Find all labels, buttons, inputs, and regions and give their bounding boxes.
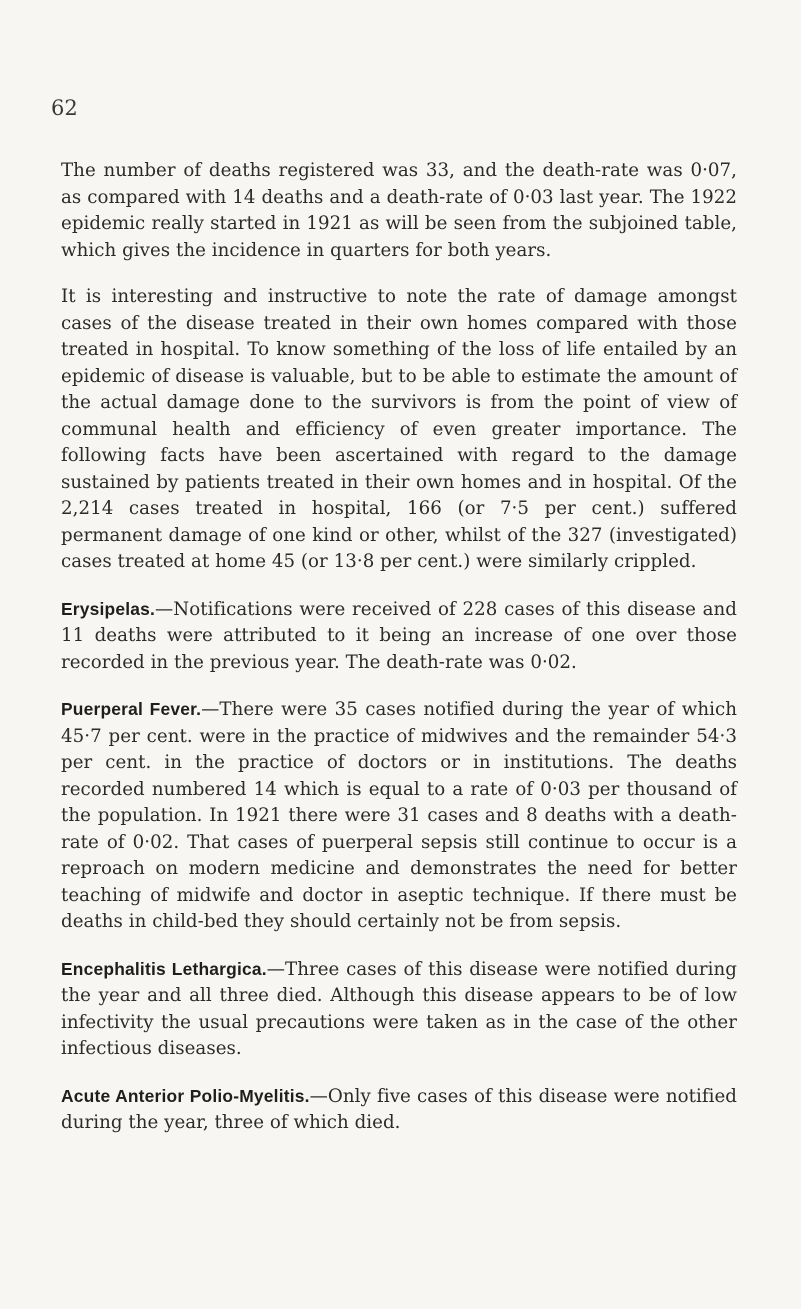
paragraph-text: —There were 35 cases notified during the year of which 45·7 per cent. were in the practice of midwives and the remainder 54·3 per cent. in the practice of doctors or in institutions. The deaths recorded numbered 14 which is equal to a rate of 0·03 per thousand of the population. In 1921 there were 31 cases and 8 deaths with a death-rate of 0·02. That cases of puerperal sepsis still continue to occur is a reproach on modern medicine and demonstrates the need for better teaching of midwife and doctor in aseptic technique. If there must be deaths in child-bed they should certainly not be from sepsis. bbox=[61, 699, 737, 932]
paragraph-puerperal-fever bbox=[61, 696, 737, 936]
paragraph-text: —Three cases of this disease were notified during the year and all three died. Although this disease appears to be of low infectivity the usual precautions were taken as in the case of the other infectious diseases. bbox=[61, 958, 737, 1059]
paragraph-damage-rate bbox=[61, 284, 737, 576]
paragraph-text: It is interesting and instructive to note the rate of damage amongst cases of the disease treated in their own homes compared with those treated in hospital. To know something of the loss of life entailed by an epidemic of disease is valuable, but to be able to estimate the amount of the actual damage done to the survivors is from the point of view of communal health and efficiency of even greater importance. The following facts have been ascertained with regard to the damage sustained by patients treated in their own homes and in hospital. Of the 2,214 cases treated in hospital, 166 (or 7·5 per cent.) suffered permanent damage of one kind or other, whilst of the 327 (investigated) cases treated at home 45 (or 13·8 per cent.) were similarly crippled. bbox=[61, 286, 737, 572]
page-number: 62 bbox=[51, 96, 78, 120]
paragraph-encephalitis bbox=[61, 956, 737, 1063]
section-heading-encephalitis: Encephalitis Lethargica. bbox=[61, 958, 267, 979]
paragraph-erysipelas bbox=[61, 596, 737, 677]
body-text bbox=[61, 158, 737, 1157]
section-heading-erysipelas: Erysipelas. bbox=[61, 598, 156, 619]
paragraph-text: The number of deaths registered was 33, and the death-rate was 0·07, as compared with 14 deaths and a death-rate of 0·03 last year. The 1922 epidemic really started in 1921 as will be seen from the subjoined table, which gives the incidence in quarters for both years. bbox=[61, 160, 737, 261]
paragraph-text: —Notifications were received of 228 cases of this disease and 11 deaths were attributed to it being an increase of one over those recorded in the previous year. The death-rate was 0·02. bbox=[61, 598, 737, 673]
paragraph-measles-deaths bbox=[61, 158, 737, 264]
paragraph-polio-myelitis bbox=[61, 1083, 737, 1137]
section-heading-polio-myelitis: Acute Anterior Polio-Myelitis. bbox=[61, 1085, 310, 1106]
section-heading-puerperal-fever: Puerperal Fever. bbox=[61, 699, 202, 719]
paragraph-text: —Only five cases of this disease were notified during the year, three of which died. bbox=[61, 1085, 737, 1133]
